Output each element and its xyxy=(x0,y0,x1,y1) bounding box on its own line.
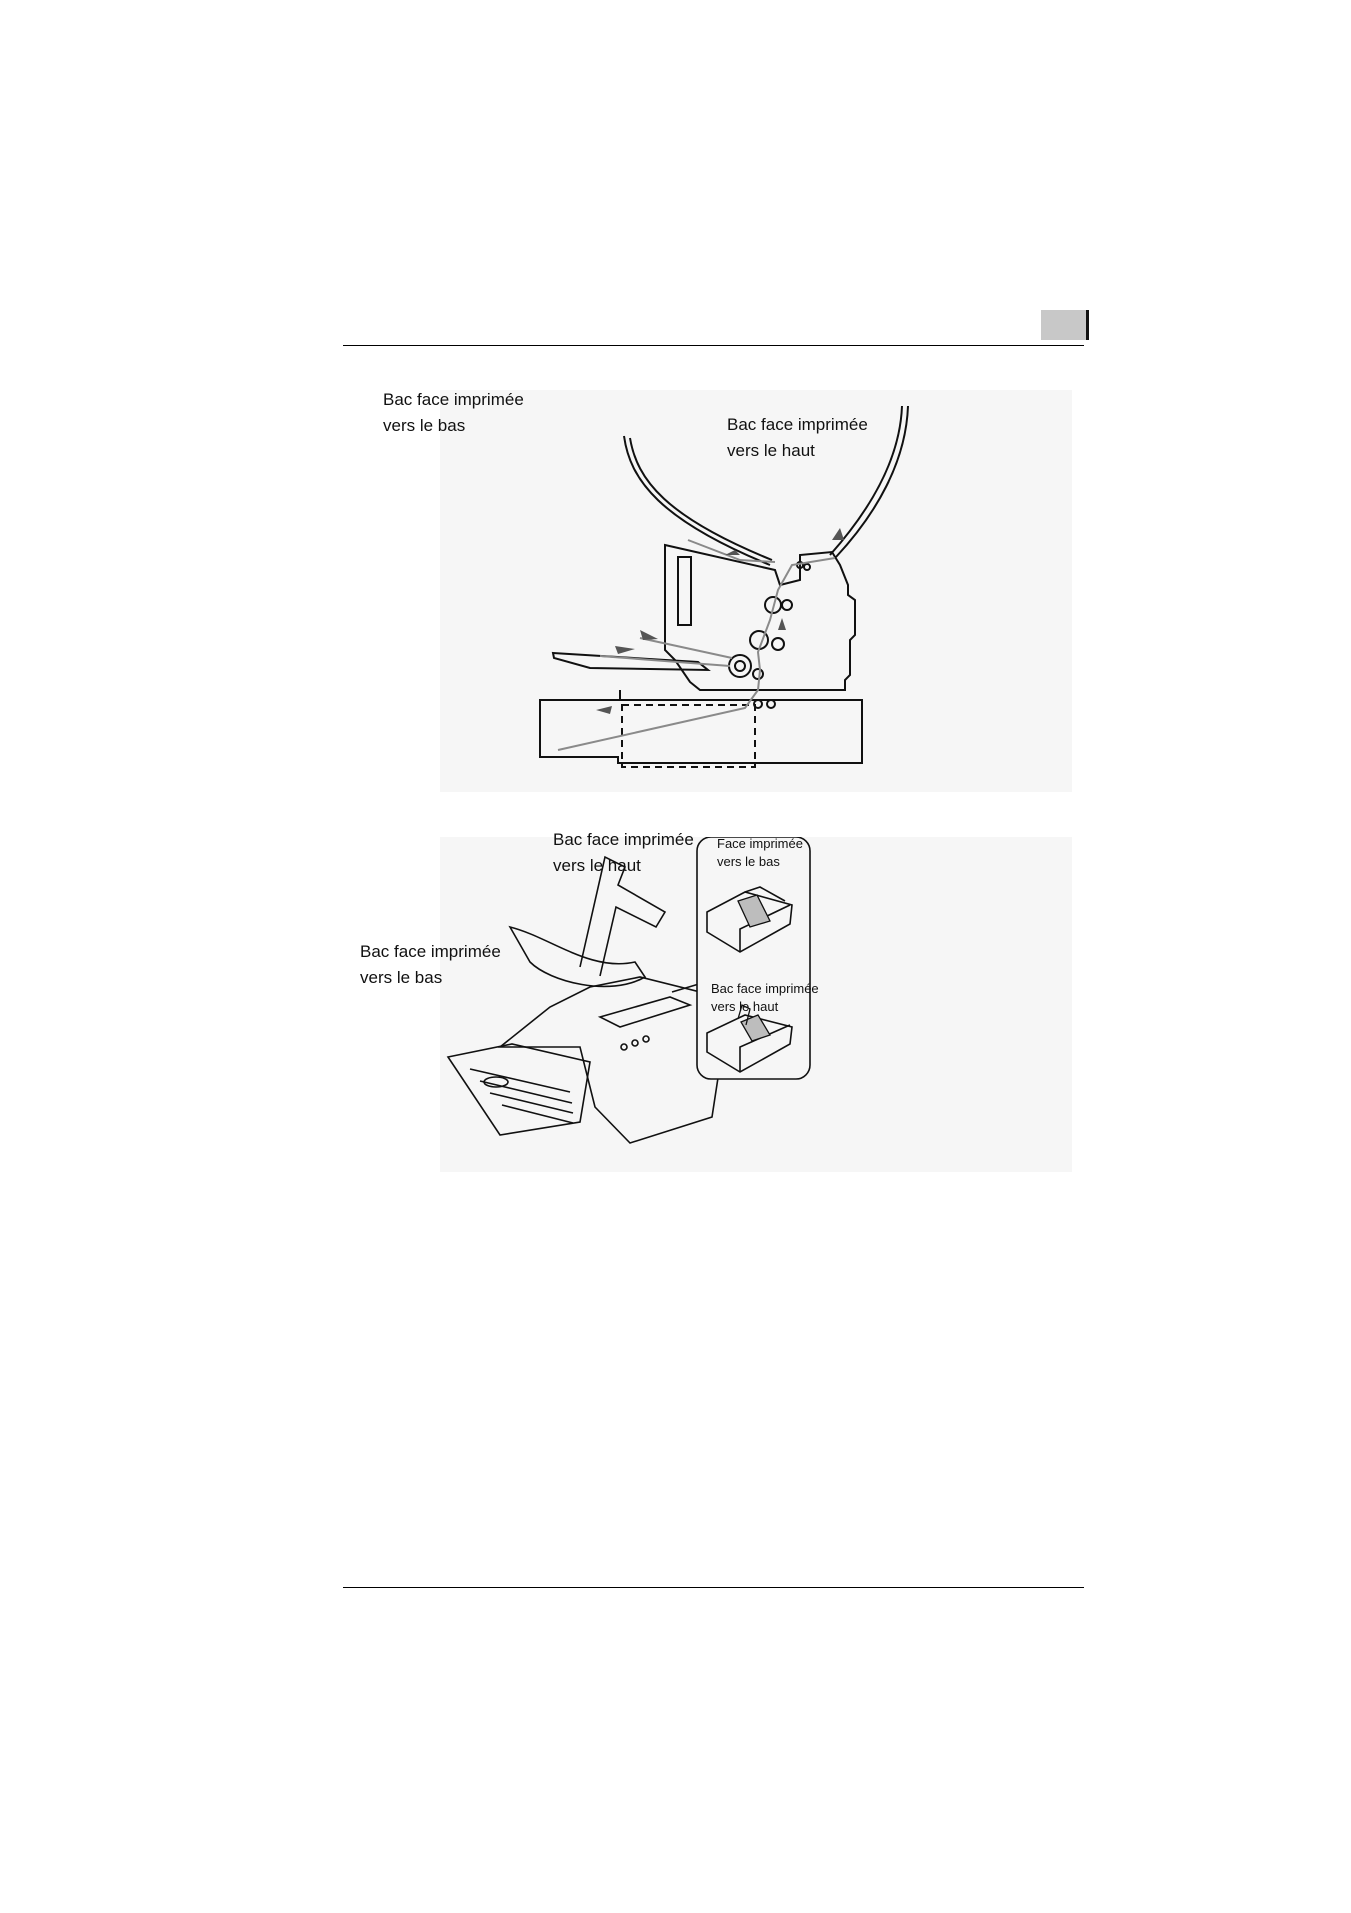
paper-slot xyxy=(678,557,691,625)
inset-face-down-label: Face imprimée vers le bas xyxy=(717,836,803,869)
face-down-tray xyxy=(510,927,645,986)
manual-feed-tray xyxy=(553,653,708,670)
cassette-paper-stack xyxy=(622,705,755,767)
footer-rule xyxy=(343,1587,1084,1588)
inset-panel xyxy=(697,837,810,1079)
face-up-tray-label-2: Bac face imprimée vers le haut xyxy=(553,830,694,875)
printer-body xyxy=(500,977,725,1143)
header-rule xyxy=(343,345,1084,346)
printer-perspective-figure xyxy=(360,830,1072,1172)
face-up-tray-label: Bac face imprimée vers le haut xyxy=(727,415,868,460)
paper-path-figure xyxy=(383,390,1072,792)
paper-cassette xyxy=(540,690,862,763)
face-down-tray-label-2: Bac face imprimée vers le bas xyxy=(360,942,501,987)
chapter-tab-marker xyxy=(1041,310,1089,340)
inset-face-up-label: Bac face imprimée vers le haut xyxy=(711,981,819,1014)
face-down-tray-label: Bac face imprimée vers le bas xyxy=(383,390,524,435)
